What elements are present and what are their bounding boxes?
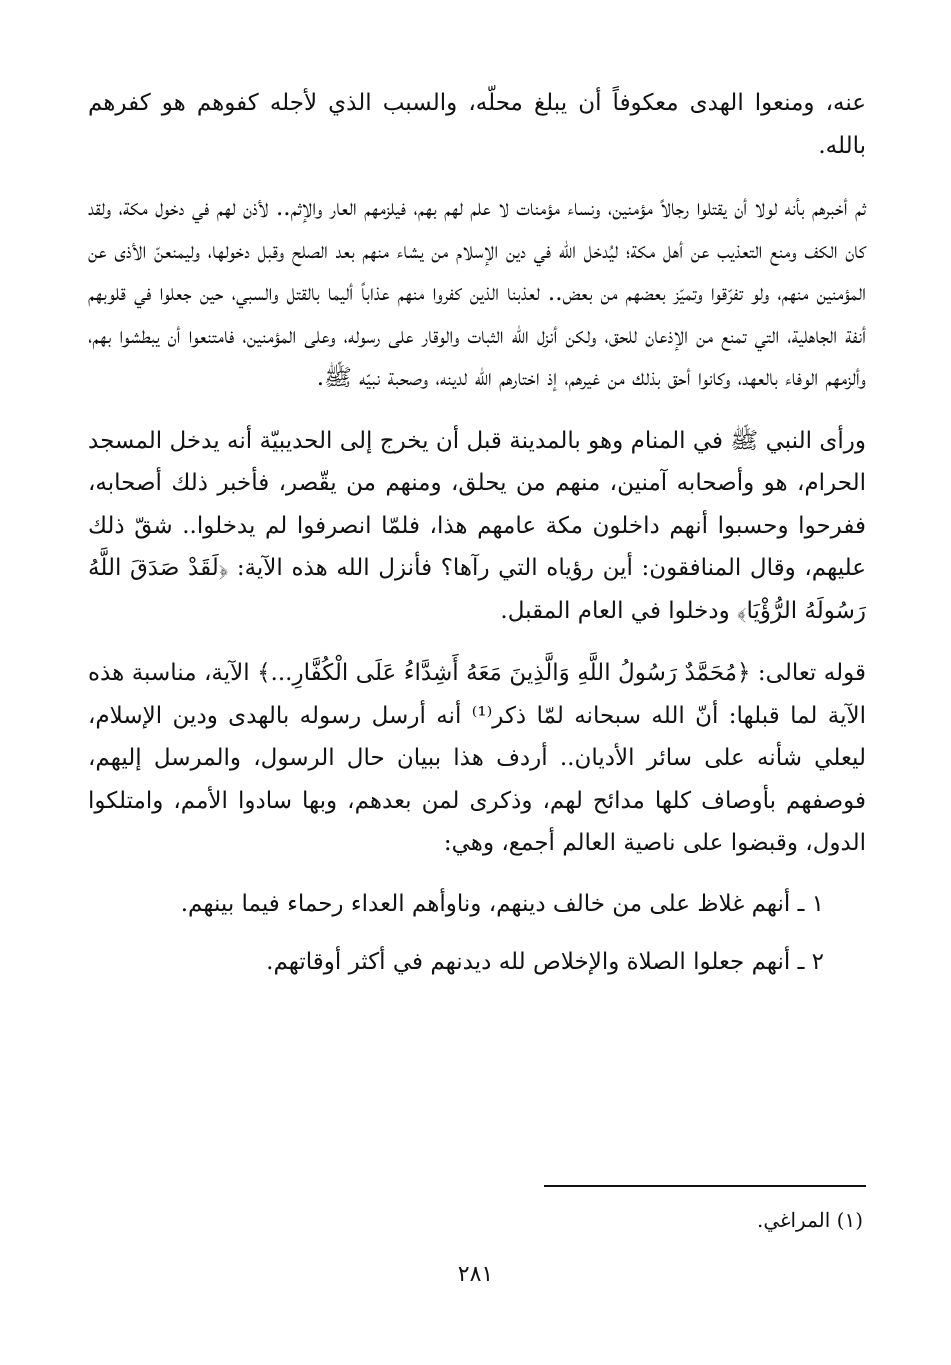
paragraph-3: ورأى النبي ﷺ في المنام وهو بالمدينة قبل أن يخرج إلى الحديبيّة أنه يدخل المسجد الحرام، هو وأصحابه آمنين، منهم من يحلق، ومنهم من يقّصر، فأخبر ذلك أصحابه، ففرحوا وحسبوا أنهم داخلون مكة عامهم هذا، فلمّا انصرفوا لم يدخلوا.. شقّ ذلك عليهم، وقال المنافقون: أين رؤياه التي رآها؟ فأنزل الله هذه الآية: ﴿لَقَدْ صَدَقَ اللَّهُ رَسُولَهُ الرُّؤْيَا﴾ ودخلوا في العام المقبل.: [88, 427, 866, 624]
page-body: [88, 82, 866, 984]
paragraph-1: عنه، ومنعوا الهدى معكوفاً أن يبلغ محلّه، والسبب الذي لأجله كفوهم هو كفرهم بالله.: [88, 90, 866, 159]
footnote-divider: [544, 1185, 866, 1187]
numbered-list: [88, 883, 866, 984]
page-number: ٢٨١: [457, 1262, 494, 1287]
list-item-1: ١ ـ أنهم غلاظ على من خالف دينهم، وناوأهم العداء رحماء فيما بينهم.: [180, 890, 824, 917]
footnote: (١) المراغي.: [756, 1208, 863, 1232]
paragraph-4: قوله تعالى: ﴿مُحَمَّدٌ رَسُولُ اللَّهِ وَالَّذِينَ مَعَهُ أَشِدَّاءُ عَلَى الْكُفَّارِ...﴾ الآية، مناسبة هذه الآية لما قبلها: أنّ الله سبحانه لمّا ذكر⁽¹⁾ أنه أرسل رسوله بالهدى ودين الإسلام، ليعلي شأنه على سائر الأديان.. أردف هذا ببيان حال الرسول، والمرسل إليهم، فوصفهم بأوصاف كلها مدائح لهم، وذكرى لمن بعدهم، وبها سادوا الأمم، وامتلكوا الدول، وقبضوا على ناصية العالم أجمع، وهي:: [88, 660, 867, 856]
list-item-2: ٢ ـ أنهم جعلوا الصلاة والإخلاص لله ديدنهم في أكثر أوقاتهم.: [266, 949, 824, 975]
paragraph-2: ثم أخبرهم بأنه لولا أن يقتلوا رجالاً مؤمنين، ونساء مؤمنات لا علم لهم بهم، فيلزمهم العار والإثم.. لأذن لهم في دخول مكة، ولقد كان الكف ومنع التعذيب عن أهل مكة؛ ليُدخل الله في دين الإسلام من يشاء منهم بعد الصلح وقبل دخولها، وليمنعنّ الأذى عن المؤمنين منهم، ولو تفرّقوا وتميّز بعضهم من بعض.. لعذبنا الذين كفروا منهم عذاباً أليما بالقتل والسبي، حين جعلوا في قلوبهم أنفة الجاهلية، التي تمنع من الإذعان للحق، ولكن أنزل الله الثبات والوقار على رسوله، وعلى المؤمنين، فامتنعوا أن يبطشوا بهم، وألزمهم الوفاء بالعهد، وكانوا أحق بذلك من غيرهم، إذ اختارهم الله لدينه، وصحبة نبيّه ﷺ.: [88, 195, 866, 391]
